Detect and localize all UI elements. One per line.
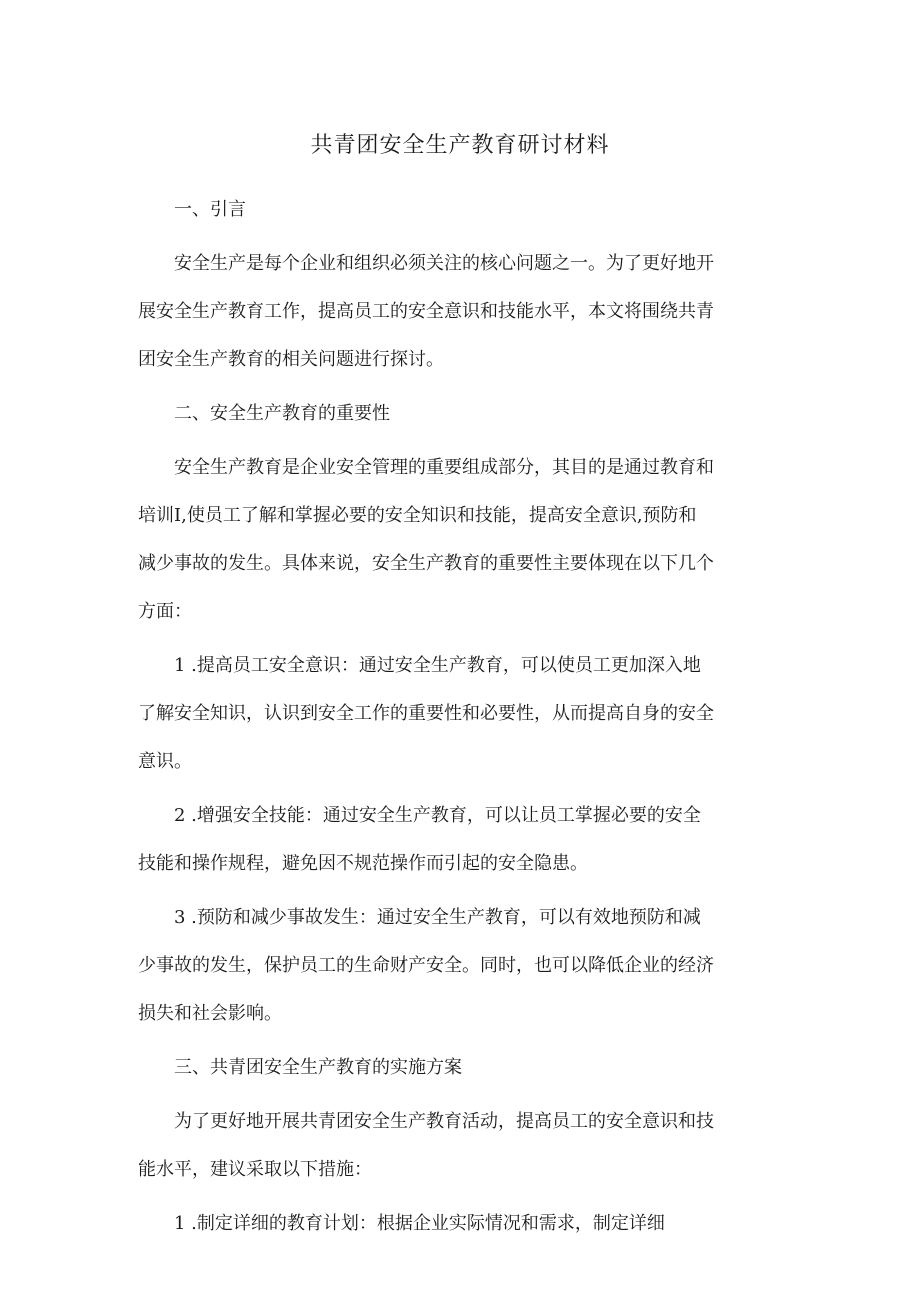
text-line: 培训I,使员工了解和掌握必要的安全知识和技能，提高安全意识,预防和 <box>138 505 697 526</box>
section-heading-2: 二、安全生产教育的重要性 <box>174 403 390 424</box>
text-line: 技能和操作规程，避免因不规范操作而引起的安全隐患。 <box>138 853 588 874</box>
section-heading-3: 三、共青团安全生产教育的实施方案 <box>174 1057 462 1078</box>
text-line: 能水平，建议采取以下措施： <box>138 1159 372 1180</box>
text-line: 方面： <box>138 601 192 622</box>
text-line: 1 .制定详细的教育计划：根据企业实际情况和需求，制定详细 <box>174 1213 665 1234</box>
text-line: 安全生产教育是企业安全管理的重要组成部分，其目的是通过教育和 <box>174 457 714 478</box>
paragraph-importance <box>138 444 784 636</box>
text-line: 1 .提高员工安全意识：通过安全生产教育，可以使员工更加深入地 <box>174 655 701 676</box>
text-line: 减少事故的发生。具体来说，安全生产教育的重要性主要体现在以下几个 <box>138 553 714 574</box>
text-line: 3 .预防和减少事故发生：通过安全生产教育，可以有效地预防和减 <box>174 907 701 928</box>
text-line: 团安全生产教育的相关问题进行探讨。 <box>138 349 444 370</box>
paragraph-plan <box>138 1098 784 1194</box>
text-line: 为了更好地开展共青团安全生产教育活动，提高员工的安全意识和技 <box>174 1111 714 1132</box>
text-line: 安全生产是每个企业和组织必须关注的核心问题之一。为了更好地开 <box>174 253 714 274</box>
text-line: 损失和社会影响。 <box>138 1003 282 1024</box>
text-line: 少事故的发生，保护员工的生命财产安全。同时，也可以降低企业的经济 <box>138 955 714 976</box>
text-line: 展安全生产教育工作，提高员工的安全意识和技能水平，本文将围绕共青 <box>138 301 714 322</box>
document-body <box>138 186 784 1248</box>
paragraph-intro <box>138 240 784 384</box>
list-item-plan-1 <box>138 1200 784 1248</box>
text-line: 了解安全知识，认识到安全工作的重要性和必要性，从而提高自身的安全 <box>138 703 714 724</box>
list-item-1 <box>138 642 784 786</box>
text-line: 意识。 <box>138 751 192 772</box>
list-item-3 <box>138 894 784 1038</box>
text-line: 2 .增强安全技能：通过安全生产教育，可以让员工掌握必要的安全 <box>174 805 701 826</box>
section-heading-1: 一、引言 <box>174 199 246 220</box>
document-title: 共青团安全生产教育研讨材料 <box>310 133 610 158</box>
list-item-2 <box>138 792 784 888</box>
